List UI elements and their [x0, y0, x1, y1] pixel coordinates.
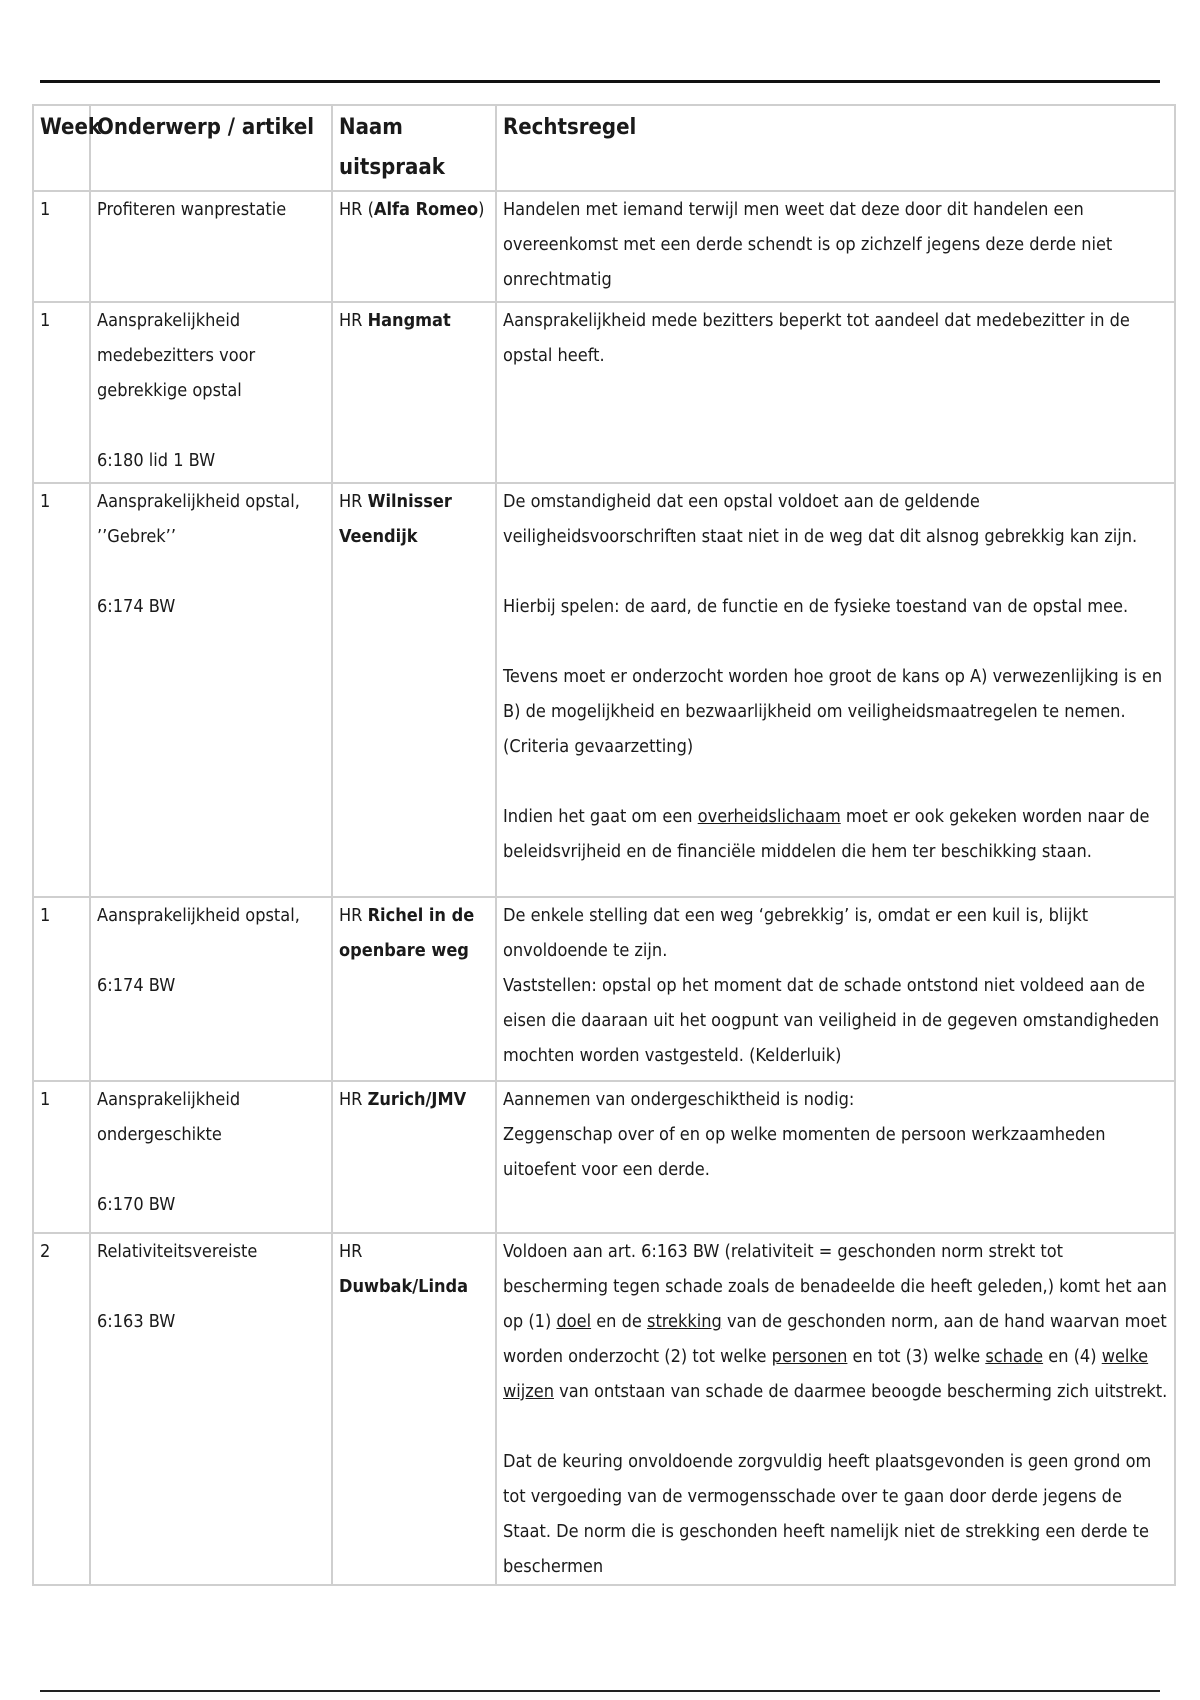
- header-case-name: Naam uitspraak: [332, 105, 496, 191]
- cell-week: 1: [33, 191, 90, 302]
- subject-line: Aansprakelijkheid opstal,: [97, 905, 300, 926]
- cell-week: 1: [33, 1081, 90, 1233]
- cell-case: [332, 302, 496, 483]
- spacer: [97, 933, 325, 968]
- top-divider: [40, 80, 1160, 83]
- cell-rule: [496, 897, 1175, 1081]
- cell-case: [332, 897, 496, 1081]
- case-law-table: [32, 104, 1176, 1586]
- article-reference: 6:163 BW: [97, 1311, 176, 1332]
- case-suffix: ): [478, 199, 485, 220]
- subject-line: Profiteren wanprestatie: [97, 199, 287, 220]
- table-row: [33, 191, 1175, 302]
- rule-text: Voldoen aan art. 6:163 BW (relativiteit = geschonden norm strekt tot bescherming tegen schade zoals de benadeelde die heeft geleden,) komt het aan op (1): [503, 1241, 1167, 1332]
- cell-rule: [496, 1081, 1175, 1233]
- bottom-divider: [40, 1690, 1160, 1692]
- spacer: [97, 1152, 325, 1187]
- cell-subject: [90, 191, 332, 302]
- case-name: Alfa Romeo: [373, 199, 479, 220]
- subject-line: Aansprakelijkheid opstal, ’’Gebrek’’: [97, 491, 300, 547]
- spacer: [97, 1269, 325, 1304]
- header-subject: Onderwerp / artikel: [90, 105, 332, 191]
- rule-paragraph: Zeggenschap over of en op welke momenten de persoon werkzaamheden uitoefent voor een derde.: [503, 1124, 1106, 1180]
- rule-text: en (4): [1043, 1346, 1102, 1367]
- subject-line: Aansprakelijkheid medebezitters voor gebrekkige opstal: [97, 310, 256, 401]
- case-prefix: HR (: [339, 199, 374, 220]
- table-row: [33, 1233, 1175, 1585]
- cell-week: 1: [33, 302, 90, 483]
- rule-text: van de geschonden norm, aan de hand waarvan moet worden onderzocht (2) tot welke: [503, 1311, 1167, 1367]
- cell-case: [332, 1233, 496, 1585]
- underlined-term: personen: [771, 1346, 848, 1367]
- cell-subject: [90, 897, 332, 1081]
- cell-case: [332, 1081, 496, 1233]
- rule-paragraph: Aannemen van ondergeschiktheid is nodig:: [503, 1089, 855, 1110]
- case-name: Duwbak/Linda: [339, 1276, 469, 1297]
- spacer: [503, 624, 1168, 659]
- rule-paragraph: [503, 1234, 1168, 1409]
- cell-week: 1: [33, 483, 90, 897]
- spacer: [503, 1409, 1168, 1444]
- underlined-term: doel: [556, 1311, 592, 1332]
- cell-subject: [90, 483, 332, 897]
- case-name: Zurich/JMV: [367, 1089, 467, 1110]
- cell-week: 2: [33, 1233, 90, 1585]
- cell-subject: [90, 302, 332, 483]
- case-prefix: HR: [339, 905, 368, 926]
- underlined-term: overheidslichaam: [697, 806, 841, 827]
- case-prefix: HR: [339, 1241, 363, 1262]
- rule-paragraph: Tevens moet er onderzocht worden hoe groot de kans op A) verwezenlijking is en B) de mogelijkheid en bezwaarlijkheid om veiligheidsmaatregelen te nemen. (Criteria gevaarzetting): [503, 666, 1163, 757]
- spacer: [503, 764, 1168, 799]
- article-reference: 6:174 BW: [97, 975, 176, 996]
- underlined-term: strekking: [647, 1311, 722, 1332]
- rule-text: en de: [591, 1311, 647, 1332]
- cell-rule: [496, 191, 1175, 302]
- underlined-term: schade: [985, 1346, 1044, 1367]
- table-row: [33, 483, 1175, 897]
- article-reference: 6:174 BW: [97, 596, 176, 617]
- underlined-term: welke wijzen: [503, 1346, 1149, 1402]
- cell-rule: [496, 302, 1175, 483]
- table-row: [33, 302, 1175, 483]
- case-prefix: HR: [339, 310, 368, 331]
- cell-week: 1: [33, 897, 90, 1081]
- spacer: [503, 554, 1168, 589]
- cell-rule: [496, 1233, 1175, 1585]
- article-reference: 6:180 lid 1 BW: [97, 450, 216, 471]
- table-row: [33, 897, 1175, 1081]
- rule-paragraph: Handelen met iemand terwijl men weet dat deze door dit handelen een overeenkomst met een derde schendt is op zichzelf jegens deze derde niet onrechtmatig: [503, 199, 1113, 290]
- rule-paragraph: [503, 799, 1168, 869]
- rule-paragraph: De enkele stelling dat een weg ‘gebrekkig’ is, omdat er een kuil is, blijkt onvoldoende te zijn.: [503, 905, 1089, 961]
- cell-subject: [90, 1081, 332, 1233]
- cell-subject: [90, 1233, 332, 1585]
- table-header-row: [33, 105, 1175, 191]
- spacer: [97, 554, 325, 589]
- case-name: Richel in de openbare weg: [339, 905, 475, 961]
- case-prefix: HR: [339, 1089, 368, 1110]
- rule-text: van ontstaan van schade de daarmee beoogde bescherming zich uitstrekt.: [553, 1381, 1168, 1402]
- subject-line: Relativiteitsvereiste: [97, 1241, 258, 1262]
- article-reference: 6:170 BW: [97, 1194, 176, 1215]
- rule-paragraph: Dat de keuring onvoldoende zorgvuldig heeft plaatsgevonden is geen grond om tot vergoeding van de vermogensschade over te gaan door derde jegens de Staat. De norm die is geschonden heeft namelijk niet de strekking een derde te beschermen: [503, 1451, 1152, 1577]
- rule-paragraph: De omstandigheid dat een opstal voldoet aan de geldende veiligheidsvoorschriften staat niet in de weg dat dit alsnog gebrekkig kan zijn.: [503, 491, 1138, 547]
- rule-text: Indien het gaat om een: [503, 806, 698, 827]
- header-legal-rule: Rechtsregel: [496, 105, 1175, 191]
- rule-paragraph: Hierbij spelen: de aard, de functie en de fysieke toestand van de opstal mee.: [503, 596, 1129, 617]
- cell-case: [332, 483, 496, 897]
- header-week: Week: [33, 105, 90, 191]
- rule-text: en tot (3) welke: [847, 1346, 986, 1367]
- rule-text: moet er ook gekeken worden naar de beleidsvrijheid en de financiële middelen die hem ter beschikking staan.: [503, 806, 1150, 862]
- spacer: [97, 408, 325, 443]
- subject-line: Aansprakelijkheid ondergeschikte: [97, 1089, 241, 1145]
- table-row: [33, 1081, 1175, 1233]
- case-name: Wilnisser Veendijk: [339, 491, 452, 547]
- cell-case: [332, 191, 496, 302]
- case-prefix: HR: [339, 491, 368, 512]
- case-name: Hangmat: [367, 310, 451, 331]
- rule-paragraph: Vaststellen: opstal op het moment dat de schade ontstond niet voldeed aan de eisen die daaraan uit het oogpunt van veiligheid in de gegeven omstandigheden mochten worden vastgesteld. (Kelderluik): [503, 975, 1160, 1066]
- cell-rule: [496, 483, 1175, 897]
- rule-paragraph: Aansprakelijkheid mede bezitters beperkt tot aandeel dat medebezitter in de opstal heeft.: [503, 310, 1130, 366]
